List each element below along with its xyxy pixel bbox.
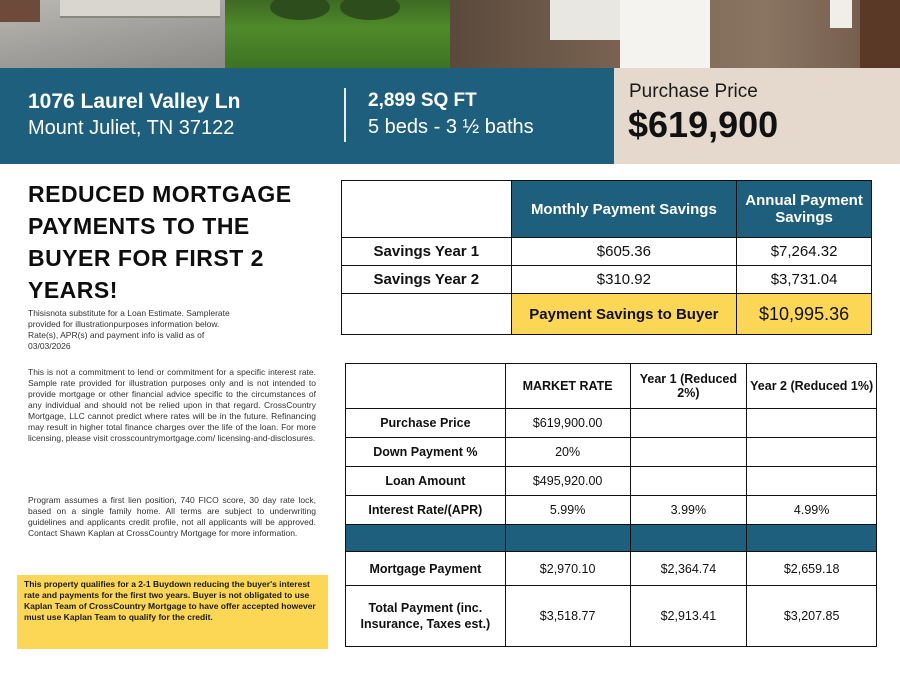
market-rate-header: MARKET RATE [505,364,630,409]
table-row [346,496,877,525]
square-footage: 2,899 SQ FT [368,90,477,111]
table-row [342,266,872,294]
address-line-2: Mount Juliet, TN 37122 [28,117,235,139]
table-divider-row [346,525,877,552]
annual-savings-header: Annual Payment Savings [737,181,872,238]
table-row [346,438,877,467]
savings-table [341,180,872,335]
savings-row-label: Savings Year 1 [342,238,512,266]
savings-empty-cell [342,294,512,335]
total-savings-value: $10,995.36 [737,294,872,335]
property-header [0,68,614,164]
rates-corner-cell [346,364,506,409]
market-value: $619,900.00 [505,409,630,438]
purchase-price-value: $619,900 [628,104,779,145]
market-value: $495,920.00 [505,467,630,496]
monthly-savings-value: $310.92 [511,266,736,294]
program-assumptions: Program assumes a first lien position, 740 FICO score, 30 day rate lock, based on a single family home. All terms are subject to underwriting guidelines and applicants credit profile, not all applicants will be approved. Contact Shawn Kaplan at CrossCountry Mortgage for more information. [28,495,316,538]
savings-row-label: Savings Year 2 [342,266,512,294]
year2-value: $3,207.85 [747,586,877,647]
purchase-price-label: Purchase Price [629,81,758,102]
market-value: $3,518.77 [505,586,630,647]
year2-value [747,467,877,496]
rate-row-label: Down Payment % [346,438,506,467]
savings-corner-cell [342,181,512,238]
header-divider [344,88,346,142]
table-row [346,586,877,647]
year2-value [747,409,877,438]
commitment-disclaimer: This is not a commitment to lend or commitment for a specific interest rate. Sample rate provided for illustration purposes only and is not intended to provide mortgage or other financial advice specific to the circumstances of any individual and should not be relied upon in that regard. CrossCountry Mortgage, LLC cannot predict where rates will be in the future. Refinancing may result in higher total finance charges over the life of the loan. For more licensing, please visit crosscountrymortgage.com/ licensing-and-disclosures. [28,367,316,443]
headline: REDUCED MORTGAGE PAYMENTS TO THE BUYER FOR FIRST 2 YEARS! [28,181,292,303]
market-value: 20% [505,438,630,467]
rate-row-label: Total Payment (inc. Insurance, Taxes est.) [346,586,506,647]
annual-savings-value: $3,731.04 [737,266,872,294]
address-line-1: 1076 Laurel Valley Ln [28,90,241,113]
table-row [346,467,877,496]
year1-header: Year 1 (Reduced 2%) [630,364,747,409]
monthly-savings-header: Monthly Payment Savings [511,181,736,238]
rate-row-label: Loan Amount [346,467,506,496]
table-row [342,238,872,266]
year1-value: $2,364.74 [630,552,747,586]
total-savings-label: Payment Savings to Buyer [511,294,736,335]
purchase-price-box [614,68,900,164]
year1-value [630,467,747,496]
market-value: $2,970.10 [505,552,630,586]
exterior-photo [0,0,450,68]
monthly-savings-value: $605.36 [511,238,736,266]
annual-savings-value: $7,264.32 [737,238,872,266]
year2-header: Year 2 (Reduced 1%) [747,364,877,409]
beds-baths: 5 beds - 3 ½ baths [368,116,534,138]
year1-value: $2,913.41 [630,586,747,647]
rates-table [345,363,877,647]
rate-row-label: Interest Rate/(APR) [346,496,506,525]
year2-value: $2,659.18 [747,552,877,586]
year1-value [630,409,747,438]
interior-photo [450,0,900,68]
market-value: 5.99% [505,496,630,525]
table-row [346,409,877,438]
rate-row-label: Purchase Price [346,409,506,438]
year2-value [747,438,877,467]
property-photos [0,0,900,68]
year2-value: 4.99% [747,496,877,525]
table-row [342,294,872,335]
year1-value: 3.99% [630,496,747,525]
year1-value [630,438,747,467]
loan-estimate-disclaimer: Thisisnota substitute for a Loan Estimate. Samplerate provided for illustrationpurposes information below. Rate(s), APR(s) and payment info is valid as of 03/03/2026 [28,308,230,351]
buydown-note: This property qualifies for a 2-1 Buydown reducing the buyer's interest rate and payments for the first two years. Buyer is not obligated to use Kaplan Team of CrossCountry Mortgage to have offer accepted however must use Kaplan Team to qualify for the credit. [17,575,328,649]
table-row [346,552,877,586]
rate-row-label: Mortgage Payment [346,552,506,586]
